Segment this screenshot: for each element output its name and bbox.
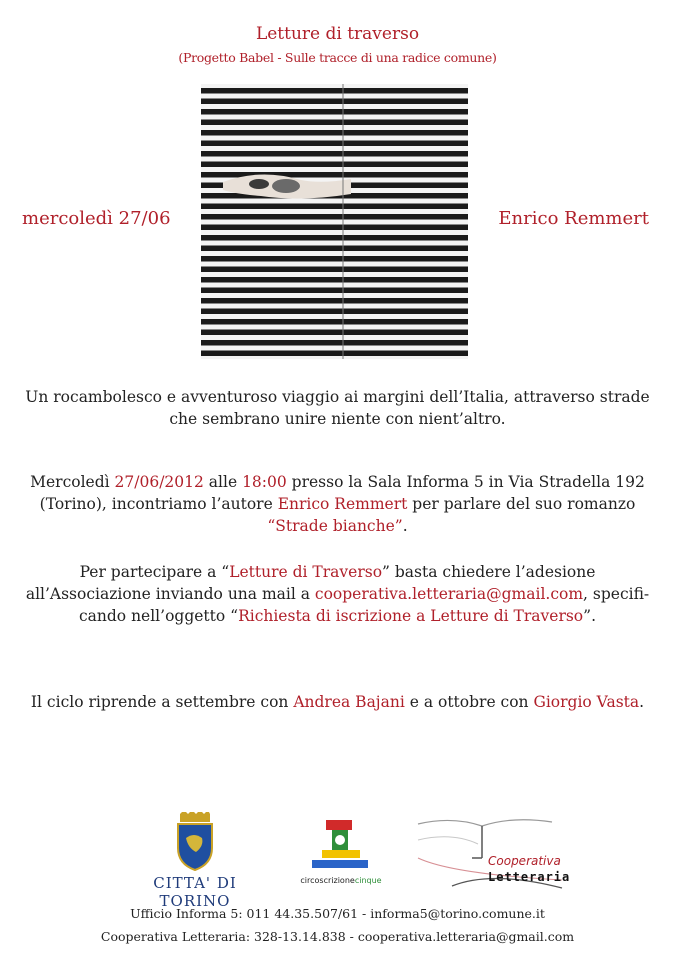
cycle-text: Il ciclo riprende a settembre con: [30, 693, 294, 711]
blind-slat: [201, 330, 468, 336]
blind-slat: [201, 109, 468, 115]
face-shadow: [272, 179, 300, 193]
city-logo-text: CITTA' DI TORINO: [153, 874, 237, 910]
circoscrizione-cinque-logo: [300, 818, 382, 890]
torino-coat-of-arms-icon: [116, 812, 274, 874]
footer-informa5-contact: Ufficio Informa 5: 011 44.35.507/61 - informa5@torino.comune.it: [130, 906, 545, 921]
blind-slat: [201, 151, 468, 157]
series-name: Letture di Traverso: [229, 563, 383, 581]
blind-slat: [201, 298, 468, 304]
details-text: per parlare del suo romanzo: [407, 495, 636, 513]
blind-slat: [201, 141, 468, 147]
cycle-text: .: [639, 693, 645, 711]
blind-slat: [201, 214, 468, 220]
cycle-text: e a ottobre con: [404, 693, 534, 711]
participate-text: Per partecipare a “: [79, 563, 230, 581]
next-author-2: Giorgio Vasta: [533, 693, 640, 711]
coop-logo-text-b: Letteraria: [488, 870, 571, 884]
next-author-1: Andrea Bajani: [293, 693, 405, 711]
blind-slat: [201, 319, 468, 325]
blind-slat: [201, 246, 468, 252]
participate-text: ”.: [583, 607, 597, 625]
blind-slat: [201, 288, 468, 294]
details-text: Mercoledì: [30, 473, 115, 491]
coop-logo-text-a: Cooperativa: [488, 854, 561, 868]
blind-slat: [201, 172, 468, 178]
blind-slat: [201, 88, 468, 94]
event-series-title: Letture di traverso: [255, 24, 420, 44]
blind-slat: [201, 309, 468, 315]
blind-slat: [201, 235, 468, 241]
eye: [249, 179, 269, 189]
blind-slat: [201, 225, 468, 231]
event-date: mercoledì 27/06: [22, 208, 171, 229]
participate-text: ” basta chiedere l’adesione: [382, 563, 596, 581]
participate-text: all’Associazione inviando una mail a: [25, 585, 315, 603]
footer-cooperativa-contact: Cooperativa Letteraria: 328-13.14.838 - cooperativa.letteraria@gmail.com: [100, 929, 575, 944]
event-series-subtitle: (Progetto Babel - Sulle tracce di una radice comune): [178, 50, 497, 65]
participation-info: [0, 561, 675, 627]
details-text: (Torino), incontriamo l’autore: [39, 495, 278, 513]
email-subject: Richiesta di iscrizione a Letture di Traverso: [238, 607, 584, 625]
blind-slat: [201, 120, 468, 126]
blind-slat: [201, 277, 468, 283]
details-text: .: [402, 517, 408, 535]
citta-di-torino-logo: [116, 812, 274, 910]
details-book-title: “Strade bianche”: [267, 517, 403, 535]
details-text: alle: [203, 473, 243, 491]
details-author: Enrico Remmert: [277, 495, 408, 513]
details-date: 27/06/2012: [114, 473, 204, 491]
contact-email-link[interactable]: cooperativa.letteraria@gmail.com: [314, 585, 584, 603]
blind-slat: [201, 162, 468, 168]
event-author: Enrico Remmert: [498, 208, 649, 229]
participate-text: , specifi-: [583, 585, 650, 603]
blind-slat: [201, 99, 468, 105]
details-time: 18:00: [242, 473, 287, 491]
event-description: [0, 386, 675, 430]
upcoming-cycle: [0, 691, 675, 713]
circoscrizione-icon: [300, 818, 382, 874]
blind-slat: [201, 130, 468, 136]
description-line-2: che sembrano unire niente con nient’altro.: [169, 410, 506, 428]
blind-slat: [201, 340, 468, 346]
circ-label-b: cinque: [354, 876, 382, 885]
blind-slat: [201, 204, 468, 210]
blind-slat: [201, 267, 468, 273]
circ-label-a: circoscrizione: [300, 876, 355, 885]
blind-slat: [201, 256, 468, 262]
venetian-blinds-photo: [201, 84, 468, 359]
blind-slat: [201, 351, 468, 357]
description-line-1: Un rocambolesco e avventuroso viaggio ai margini dell’Italia, attraverso strade: [25, 388, 650, 406]
participate-text: cando nell’oggetto “: [78, 607, 239, 625]
event-details: [0, 471, 675, 537]
details-text: presso la Sala Informa 5 in Via Stradella 192: [286, 473, 645, 491]
cooperativa-letteraria-logo: [412, 814, 572, 894]
